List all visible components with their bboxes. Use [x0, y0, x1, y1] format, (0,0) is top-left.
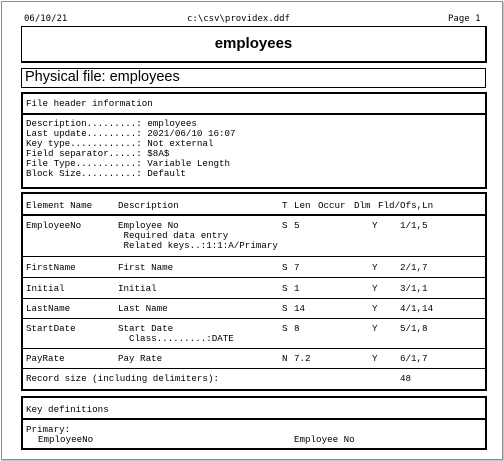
table-row-len: 5 [294, 220, 300, 231]
elements-section [21, 192, 487, 391]
row-divider [23, 277, 485, 278]
table-row-len: 14 [294, 303, 306, 314]
table-row-dlm: Y [372, 323, 378, 334]
col-dlm: Dlm [354, 200, 371, 211]
col-occur: Occur [318, 200, 346, 211]
divider [23, 113, 485, 115]
row-divider [23, 256, 485, 257]
table-row-type: N [282, 353, 288, 364]
table-row-desc: Employee No Required data entry Related keys..:1:1:A/Primary [118, 220, 278, 251]
col-type: T [282, 200, 288, 211]
key-definitions-heading: Key definitions [26, 404, 109, 415]
file-header-line: Block Size..........: Default [26, 168, 186, 179]
table-row-dlm: Y [372, 262, 378, 273]
table-row-name: StartDate [26, 323, 76, 334]
file-header-line: File Type...........: Variable Length [26, 158, 230, 169]
table-row-len: 7.2 [294, 353, 311, 364]
table-row-fld: 1/1,5 [400, 220, 428, 231]
table-row-desc: Initial [118, 283, 157, 294]
table-row-fld: 4/1,14 [400, 303, 434, 314]
divider [23, 214, 485, 216]
record-size-label: Record size (including delimiters): [26, 373, 219, 384]
row-divider [23, 298, 485, 299]
report-path: c:\csv\providex.ddf [187, 14, 290, 24]
table-row-name: FirstName [26, 262, 76, 273]
table-row-type: S [282, 303, 288, 314]
page-number: Page 1 [448, 14, 481, 24]
col-element-name: Element Name [26, 200, 93, 211]
col-len: Len [294, 200, 311, 211]
title-box [21, 26, 487, 63]
file-header-heading: File header information [26, 98, 153, 109]
divider [23, 418, 485, 420]
table-row-name: LastName [26, 303, 71, 314]
table-row-name: Initial [26, 283, 65, 294]
report-date: 06/10/21 [24, 14, 68, 24]
table-row-len: 7 [294, 262, 300, 273]
table-row-fld: 3/1,1 [400, 283, 428, 294]
row-divider [23, 348, 485, 349]
table-row-desc: First Name [118, 262, 174, 273]
file-header-line: Last update.........: 2021/06/10 16:07 [26, 128, 236, 139]
file-header-line: Field separator.....: $8A$ [26, 148, 170, 159]
file-header-line: Description.........: employees [26, 118, 197, 129]
table-row-type: S [282, 323, 288, 334]
table-row-desc: Last Name [118, 303, 168, 314]
table-row-desc: Start Date Class.........:DATE [118, 323, 234, 344]
table-row-dlm: Y [372, 353, 378, 364]
file-header-section [21, 92, 487, 189]
table-row-fld: 2/1,7 [400, 262, 428, 273]
report-title: employees [214, 35, 293, 52]
table-row-fld: 6/1,7 [400, 353, 428, 364]
table-row-type: S [282, 220, 288, 231]
primary-key-label: Primary: [26, 424, 71, 435]
table-row-name: EmployeeNo [26, 220, 82, 231]
row-divider [23, 368, 485, 369]
primary-key-field: EmployeeNo [38, 434, 94, 445]
report-page [1, 1, 503, 460]
table-row-name: PayRate [26, 353, 65, 364]
table-row-desc: Pay Rate [118, 353, 163, 364]
table-row-type: S [282, 262, 288, 273]
primary-key-desc: Employee No [294, 434, 355, 445]
file-header-line: Key type............: Not external [26, 138, 214, 149]
table-row-type: S [282, 283, 288, 294]
table-row-dlm: Y [372, 303, 378, 314]
physical-file-label: Physical file: employees [25, 69, 180, 85]
table-row-dlm: Y [372, 220, 378, 231]
table-row-len: 1 [294, 283, 300, 294]
col-fld-ofs-ln: Fld/Ofs,Ln [378, 200, 434, 211]
table-row-len: 8 [294, 323, 300, 334]
table-row-dlm: Y [372, 283, 378, 294]
record-size-value: 48 [400, 373, 412, 384]
table-row-fld: 5/1,8 [400, 323, 428, 334]
key-definitions-section [21, 396, 487, 450]
physical-file-box [21, 68, 486, 88]
row-divider [23, 318, 485, 319]
col-description: Description [118, 200, 179, 211]
